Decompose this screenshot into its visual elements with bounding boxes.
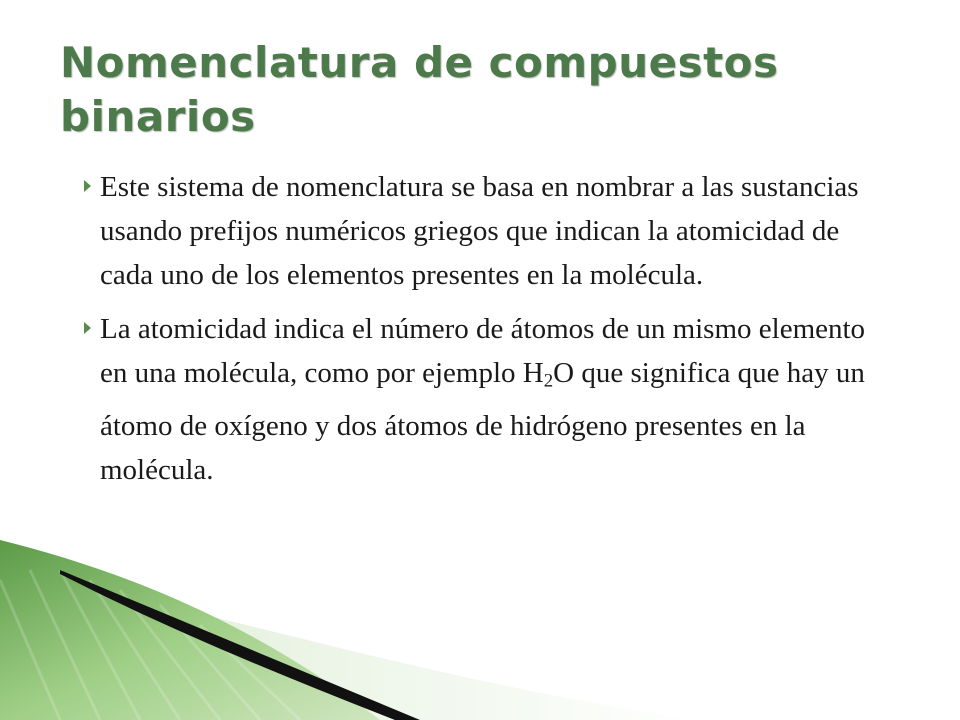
subscript: 2 — [543, 370, 554, 392]
bullet-list — [86, 165, 886, 502]
bullet-text — [100, 307, 886, 492]
bullet-text-after: O que significa que hay un átomo de oxígeno y dos átomos de hidrógeno presentes en la molécula. — [100, 357, 865, 486]
bullet-item — [86, 165, 886, 297]
slide-title: Nomenclatura de compuestos binarios — [60, 38, 779, 141]
bullet-text-before: La atomicidad indica el número de átomos de un mismo elemento en una molécula, como por ejemplo H — [100, 313, 866, 389]
triangle-right-icon — [84, 180, 91, 192]
bullet-text: Este sistema de nomenclatura se basa en nombrar a las sustancias usando prefijos numéricos griegos que indican la atomicidad de cada uno de los elementos presentes en la molécula. — [100, 171, 859, 291]
bullet-item — [86, 307, 886, 492]
triangle-right-icon — [84, 322, 91, 334]
corner-swoosh-decoration — [0, 540, 960, 720]
